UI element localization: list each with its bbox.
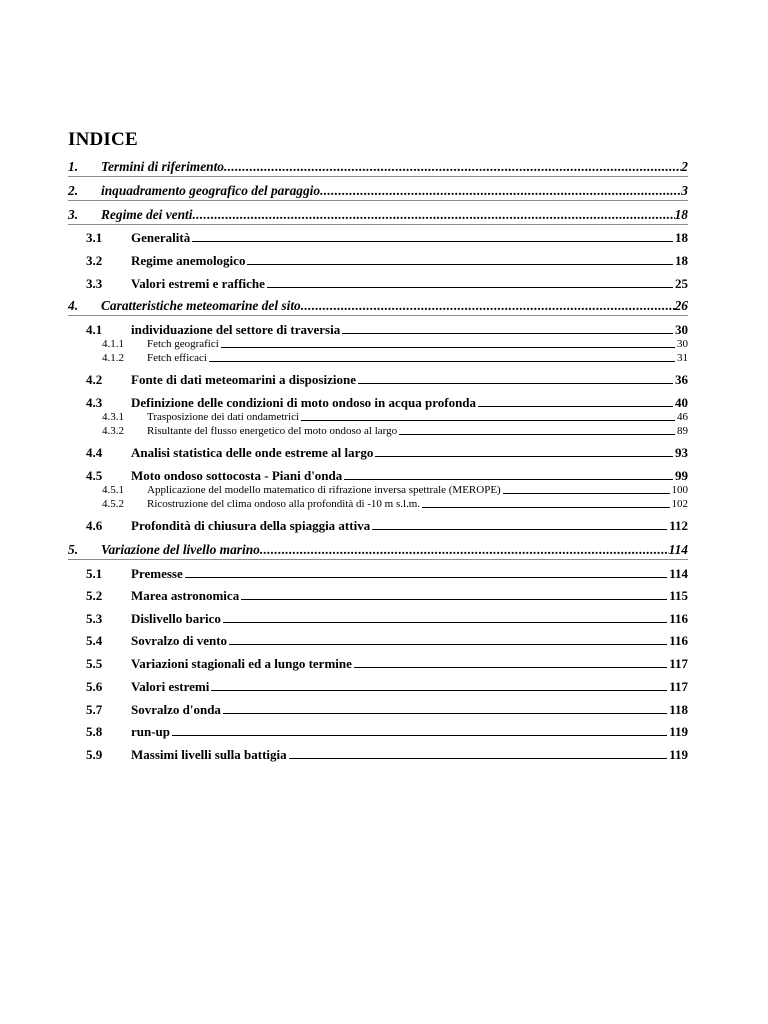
toc-entry-label: Risultante del flusso energetico del moto ondoso al largo <box>147 425 398 437</box>
toc-entry-label: Massimi livelli sulla battigia <box>131 747 287 762</box>
toc-entry-level-2[interactable] <box>86 277 688 290</box>
toc-entry-label: Fetch geografici <box>147 338 219 350</box>
toc-entry-number: 5.2 <box>86 588 103 603</box>
toc-section-rule <box>68 200 688 201</box>
toc-leader <box>223 712 667 714</box>
toc-entry-number: 5.3 <box>86 611 103 626</box>
toc-leader <box>267 286 673 288</box>
toc-page-number: 114 <box>668 542 688 557</box>
toc-entry-label: Dislivello barico <box>131 611 221 626</box>
toc-entry-level-1[interactable] <box>68 208 688 221</box>
toc-entry-level-2[interactable] <box>86 725 688 738</box>
toc-page-number: 31 <box>677 352 688 364</box>
toc-page-number: 112 <box>669 518 688 533</box>
toc-entry-level-2[interactable] <box>86 231 688 244</box>
toc-page-number: 25 <box>675 276 688 291</box>
toc-leader <box>372 528 667 530</box>
toc-entry-level-1[interactable] <box>68 184 688 197</box>
toc-page-number: 93 <box>675 445 688 460</box>
toc-entry-level-2[interactable] <box>86 254 688 267</box>
toc-section-rule <box>68 559 688 560</box>
toc-leader <box>399 433 675 435</box>
toc-leader <box>301 419 675 421</box>
toc-entry-level-3[interactable] <box>102 412 688 423</box>
toc-page-number: 46 <box>677 411 688 423</box>
toc-entry-number: 3. <box>68 207 79 222</box>
toc-entry-number: 5.8 <box>86 724 103 739</box>
toc-leader <box>209 360 675 362</box>
toc-page-number: 18 <box>675 230 688 245</box>
toc-page-number: 30 <box>675 322 688 337</box>
toc-entry-number: 4.3.1 <box>102 411 124 423</box>
toc-entry-level-2[interactable] <box>86 657 688 670</box>
toc-entry-number: 4.6 <box>86 518 103 533</box>
toc-entry-level-2[interactable] <box>86 589 688 602</box>
toc-leader <box>260 543 669 556</box>
toc-entry-number: 4.3 <box>86 395 103 410</box>
toc-entry-level-2[interactable] <box>86 373 688 386</box>
toc-entry-label: Marea astronomica <box>131 588 240 603</box>
toc-leader <box>344 478 673 480</box>
toc-entry-label: Definizione delle condizioni di moto ondoso in acqua profonda <box>131 395 477 410</box>
toc-entry-label: Valori estremi e raffiche <box>131 276 265 291</box>
toc-entry-number: 4.2 <box>86 372 103 387</box>
toc-entry-level-2[interactable] <box>86 703 688 716</box>
toc-entry-label: run-up <box>131 724 171 739</box>
toc-leader <box>289 757 668 759</box>
toc-leader <box>229 643 667 645</box>
toc-page-number: 118 <box>669 702 688 717</box>
toc-entry-number: 2. <box>68 183 79 198</box>
toc-leader <box>503 492 670 494</box>
toc-leader <box>375 455 673 457</box>
toc-page-number: 119 <box>669 724 688 739</box>
toc-page-number: 115 <box>669 588 688 603</box>
toc-leader <box>192 240 673 242</box>
toc-entry-number: 4.5.1 <box>102 484 124 496</box>
toc-leader <box>224 160 681 173</box>
toc-entry-level-2[interactable] <box>86 323 688 336</box>
toc-entry-level-2[interactable] <box>86 396 688 409</box>
toc-entry-label: Generalità <box>131 230 191 245</box>
toc-section-rule <box>68 176 688 177</box>
toc-page-number: 116 <box>669 633 688 648</box>
toc-entry-number: 4. <box>68 298 79 313</box>
toc-leader <box>354 666 667 668</box>
toc-entry-number: 5.7 <box>86 702 103 717</box>
toc-entry-label: Ricostruzione del clima ondoso alla profondità di -10 m s.l.m. <box>147 498 421 510</box>
toc-entry-level-2[interactable] <box>86 567 688 580</box>
toc-entry-label: Fonte di dati meteomarini a disposizione <box>131 372 356 387</box>
toc-page-number: 114 <box>669 566 688 581</box>
toc-entry-number: 3.1 <box>86 230 103 245</box>
toc-entry-level-3[interactable] <box>102 339 688 350</box>
toc-entry-level-1[interactable] <box>68 160 688 173</box>
toc-page-number: 3 <box>681 183 688 198</box>
toc-entry-level-2[interactable] <box>86 680 688 693</box>
toc-page-number: 102 <box>671 498 688 510</box>
toc-entry-number: 5.5 <box>86 656 103 671</box>
toc-leader <box>358 382 673 384</box>
toc-entry-label: Caratteristiche meteomarine del sito <box>101 298 301 313</box>
toc-entry-level-2[interactable] <box>86 612 688 625</box>
toc-entry-label: Termini di riferimento <box>101 159 225 174</box>
toc-entry-number: 5.4 <box>86 633 103 648</box>
toc-leader <box>247 263 673 265</box>
toc-page-number: 26 <box>674 298 688 313</box>
toc-entry-label: Fetch efficaci <box>147 352 207 364</box>
toc-entry-label: individuazione del settore di traversia <box>131 322 341 337</box>
toc-leader <box>221 346 675 348</box>
toc-entry-level-2[interactable] <box>86 519 688 532</box>
toc-entry-number: 4.1.1 <box>102 338 124 350</box>
toc-entry-level-2[interactable] <box>86 634 688 647</box>
toc-entry-number: 1. <box>68 159 79 174</box>
toc-entry-label: Analisi statistica delle onde estreme al largo <box>131 445 374 460</box>
toc-leader <box>342 332 673 334</box>
toc-title: INDICE <box>68 129 138 150</box>
toc-leader <box>223 621 667 623</box>
toc-entry-number: 5.9 <box>86 747 103 762</box>
toc-page-number: 119 <box>669 747 688 762</box>
toc-entry-label: inquadramento geografico del paraggio <box>101 183 321 198</box>
toc-page-number: 99 <box>675 468 688 483</box>
toc-entry-label: Sovralzo d'onda <box>131 702 221 717</box>
toc-entry-number: 4.1 <box>86 322 103 337</box>
toc-entry-label: Variazioni stagionali ed a lungo termine <box>131 656 352 671</box>
toc-page-number: 36 <box>675 372 688 387</box>
toc-page-number: 30 <box>677 338 688 350</box>
toc-entry-label: Premesse <box>131 566 183 581</box>
toc-entry-level-1[interactable] <box>68 299 688 312</box>
toc-page-number: 117 <box>669 656 688 671</box>
toc-entry-number: 3.3 <box>86 276 103 291</box>
toc-entry-level-2[interactable] <box>86 446 688 459</box>
toc-entry-label: Trasposizione dei dati ondametrici <box>147 411 300 423</box>
toc-entry-level-2[interactable] <box>86 469 688 482</box>
toc-entry-level-1[interactable] <box>68 543 688 556</box>
toc-page-number: 116 <box>669 611 688 626</box>
toc-entry-level-3[interactable] <box>102 485 688 496</box>
toc-entry-level-2[interactable] <box>86 748 688 761</box>
toc-entry-label: Regime anemologico <box>131 253 246 268</box>
toc-page-number: 2 <box>681 159 688 174</box>
toc-page-number: 89 <box>677 425 688 437</box>
toc-page-number: 18 <box>675 253 688 268</box>
toc-leader <box>320 184 681 197</box>
toc-leader <box>422 506 669 508</box>
toc-entry-level-3[interactable] <box>102 426 688 437</box>
toc-entry-number: 4.4 <box>86 445 103 460</box>
toc-section-rule <box>68 224 688 225</box>
toc-leader <box>301 299 675 312</box>
toc-entry-level-3[interactable] <box>102 499 688 510</box>
toc-page-number: 18 <box>674 207 688 222</box>
toc-page-number: 117 <box>669 679 688 694</box>
toc-entry-number: 5.6 <box>86 679 103 694</box>
toc-entry-label: Profondità di chiusura della spiaggia attiva <box>131 518 371 533</box>
toc-leader <box>172 734 667 736</box>
toc-leader <box>192 208 674 221</box>
toc-page-number: 100 <box>671 484 688 496</box>
toc-entry-number: 3.2 <box>86 253 103 268</box>
toc-entry-number: 4.3.2 <box>102 425 124 437</box>
toc-entry-level-3[interactable] <box>102 353 688 364</box>
toc-leader <box>241 598 667 600</box>
toc-entry-number: 5.1 <box>86 566 103 581</box>
toc-entry-number: 4.1.2 <box>102 352 124 364</box>
toc-page-number: 40 <box>675 395 688 410</box>
toc-entry-number: 4.5 <box>86 468 103 483</box>
toc-leader <box>211 689 667 691</box>
toc-entry-label: Regime dei venti <box>101 207 193 222</box>
toc-entry-label: Valori estremi <box>131 679 210 694</box>
toc-entry-number: 5. <box>68 542 79 557</box>
toc-section-rule <box>68 315 688 316</box>
toc-entry-label: Applicazione del modello matematico di rifrazione inversa spettrale (MEROPE) <box>147 484 501 496</box>
toc-entry-label: Variazione del livello marino <box>101 542 260 557</box>
toc-entry-number: 4.5.2 <box>102 498 124 510</box>
toc-entry-label: Moto ondoso sottocosta - Piani d'onda <box>131 468 343 483</box>
toc-entry-label: Sovralzo di vento <box>131 633 228 648</box>
toc-leader <box>478 405 673 407</box>
toc-leader <box>185 576 667 578</box>
